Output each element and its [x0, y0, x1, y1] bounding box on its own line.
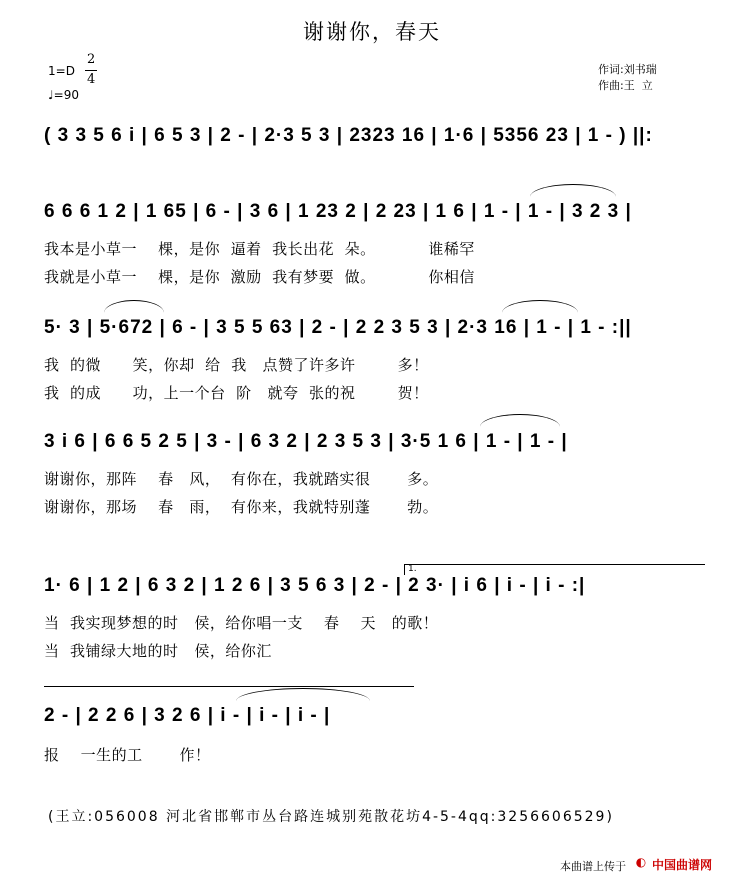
- contact-address: (王立:056008 河北省邯郸市丛台路连城别苑散花坊4-5-4qq:3256606529): [48, 809, 614, 825]
- notation-line: 6 6 6 1 2 | 1 65 | 6 - | 3 6 | 1 23 2 | 2 23 | 1 6 | 1 - | 1 - | 3 2 3 |: [44, 201, 632, 222]
- slur-arc: [104, 300, 164, 313]
- composer-credit: 作曲:王 立: [598, 79, 653, 92]
- lyric-verse-1: 谢谢你，那阵 春 风， 有你在，我就踏实很 多。: [44, 470, 439, 488]
- key-signature: 1=D: [48, 64, 75, 78]
- score-system-4: [44, 426, 704, 458]
- lyric-verse-2: 我就是小草一 棵，是你 激励 我有梦要 做。 你相信: [44, 268, 475, 286]
- tie-arc: [236, 688, 370, 701]
- tie-arc: [530, 184, 616, 197]
- score-system-2: [44, 196, 704, 228]
- time-signature-numerator: 2: [87, 52, 96, 67]
- time-signature-denominator: 4: [87, 72, 96, 87]
- lyric-verse-2: 当 我铺绿大地的时 侯，给你汇: [44, 642, 272, 660]
- lyric-verse-1: 我 的微 笑，你却 给 我 点赞了许多许 多！: [44, 356, 429, 374]
- score-system-1: [44, 120, 704, 152]
- time-signature-line: [85, 70, 97, 71]
- lyric-verse-1: 报 一生的工 作！: [44, 746, 211, 764]
- slur-arc: [502, 300, 578, 313]
- notation-line: ( 3 3 5 6 i | 6 5 3 | 2 - | 2·3 5 3 | 2323 16 | 1·6 | 5356 23 | 1 - ) ||:: [44, 125, 653, 146]
- credits: [598, 62, 657, 94]
- lyric-verse-2: 谢谢你，那场 春 雨， 有你来，我就特别蓬 勃。: [44, 498, 439, 516]
- volta-label: 1.: [408, 564, 417, 574]
- upload-note: 本曲谱上传于: [560, 860, 626, 873]
- notation-line: 1· 6 | 1 2 | 6 3 2 | 1 2 6 | 3 5 6 3 | 2 - | 2 3· | i 6 | i - | i - :|: [44, 575, 586, 596]
- notation-line: 2 - | 2 2 6 | 3 2 6 | i - | i - | i - |: [44, 705, 331, 726]
- site-name-link[interactable]: 中国曲谱网: [652, 858, 713, 872]
- tempo-marking: ♩=90: [48, 88, 79, 102]
- notation-line: 5· 3 | 5·672 | 6 - | 3 5 5 63 | 2 - | 2 2 3 5 3 | 2·3 16 | 1 - | 1 - :||: [44, 317, 632, 338]
- notation-line: 3 i 6 | 6 6 5 2 5 | 3 - | 6 3 2 | 2 3 5 3 | 3·5 1 6 | 1 - | 1 - |: [44, 431, 568, 452]
- score-system-6: [44, 700, 424, 732]
- lyricist-credit: 作词:刘书瑞: [598, 63, 657, 76]
- page-title: 谢谢你，春天: [303, 20, 441, 44]
- volta-bracket: [44, 686, 414, 687]
- site-logo-icon: ◐: [635, 855, 647, 869]
- lyric-verse-1: 当 我实现梦想的时 侯，给你唱一支 春 天 的歌！: [44, 614, 439, 632]
- score-system-5: [44, 570, 704, 602]
- lyric-verse-2: 我 的成 功，上一个台 阶 就夸 张的祝 贺！: [44, 384, 429, 402]
- slur-arc: [480, 414, 560, 427]
- lyric-verse-1: 我本是小草一 棵，是你 逼着 我长出花 朵。 谁稀罕: [44, 240, 475, 258]
- score-system-3: [44, 312, 704, 344]
